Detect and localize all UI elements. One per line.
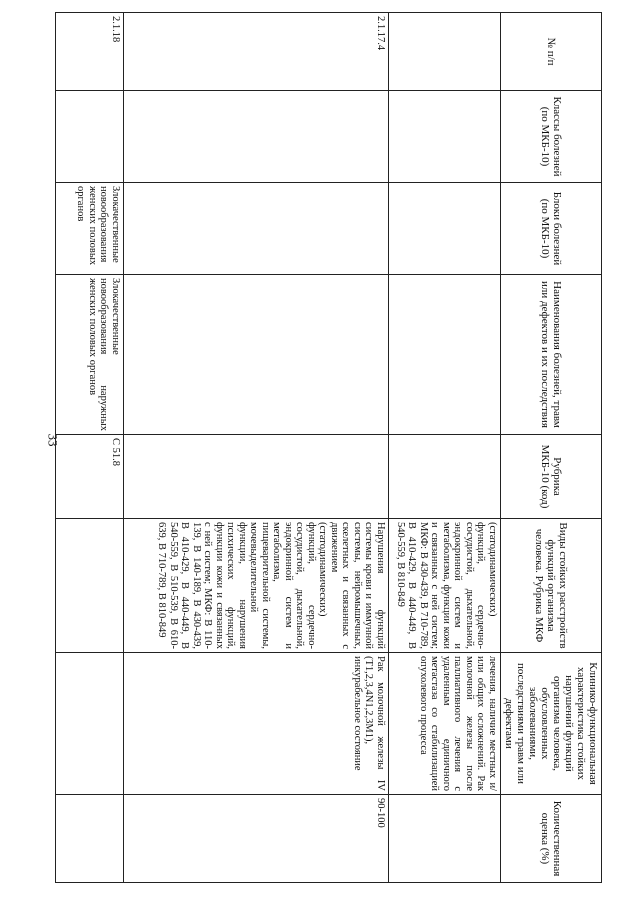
table-row: [56, 13, 124, 883]
rotated-page: [72, 12, 640, 877]
cell-clinic: [56, 653, 124, 795]
cell-pct: [389, 795, 501, 883]
cell-block: Злокачественные новообразования женских половых органов: [56, 183, 124, 275]
cell-class: [124, 91, 389, 183]
header-kinds: Виды стойких расстройств функций организма человека. Рубрика МКФ: [501, 519, 602, 653]
page-number: 33: [45, 433, 61, 447]
cell-kinds: [56, 519, 124, 653]
table-row: [124, 13, 389, 883]
disability-criteria-table: [55, 12, 602, 883]
cell-num: [389, 13, 501, 91]
cell-name: Злокачественные новообразования наружных женских половых органов: [56, 275, 124, 435]
cell-name: [389, 275, 501, 435]
cell-pct: [56, 795, 124, 883]
header-clinic: Клинико-функциональная характеристика стойких нарушений функций организма человека, обусловленных заболеваниями, последствиями травм или дефектами: [501, 653, 602, 795]
cell-class: [389, 91, 501, 183]
cell-block: [124, 183, 389, 275]
header-class: Классы болезней (по МКБ-10): [501, 91, 602, 183]
header-name: Наименования болезней, травм или дефектов и их последствия: [501, 275, 602, 435]
cell-code: C 51.8: [56, 435, 124, 519]
header-num: № п/п: [501, 13, 602, 91]
cell-clinic: лечения, наличие местных и/или общих осложнений. Рак молочной железы после паллиативного лечения с удаленным единичного метастаза со стабилизацией опухолевого процесса: [389, 653, 501, 795]
cell-pct: 90-100: [124, 795, 389, 883]
cell-block: [389, 183, 501, 275]
cell-num: 2.1.17.4: [124, 13, 389, 91]
cell-kinds: (статодинамических) функций, сердечно-сосудистой, дыхательной, эндокринной систем и метаболизма, функции кожи и связанных с ней систем; МКФ: B 430-439, B 710-789, B 410-429, B 440-449, B 540-559, B 810-849: [389, 519, 501, 653]
header-pct: Количественная оценка (%): [501, 795, 602, 883]
header-block: Блоки болезней (по МКБ-10): [501, 183, 602, 275]
cell-clinic: Рак молочной железы IV (T1,2,3,4N1,2,3M1), инкурабельное состояние: [124, 653, 389, 795]
table-row: [389, 13, 501, 883]
cell-code: [124, 435, 389, 519]
header-code: Рубрика МКБ-10 (код): [501, 435, 602, 519]
cell-name: [124, 275, 389, 435]
cell-class: [56, 91, 124, 183]
cell-num: 2.1.18: [56, 13, 124, 91]
cell-code: [389, 435, 501, 519]
table-header-row: [501, 13, 602, 883]
cell-kinds: Нарушения функций системы крови и иммунной системы, нейромышечных, скелетных и связанных с движением (статодинамических) функций, сердечно-сосудистой, дыхательной, эндокринной систем и метаболизма, пищеварительной системы, мочевыделительной функции, нарушения психических функций, функции кожи и связанных с ней систем; МКФ: B 110-139, B 140-189, B 430-439, B 410-429, B 440-449, B 540-559, B 510-539, B 610-639, B 710-789, B 810-849: [124, 519, 389, 653]
